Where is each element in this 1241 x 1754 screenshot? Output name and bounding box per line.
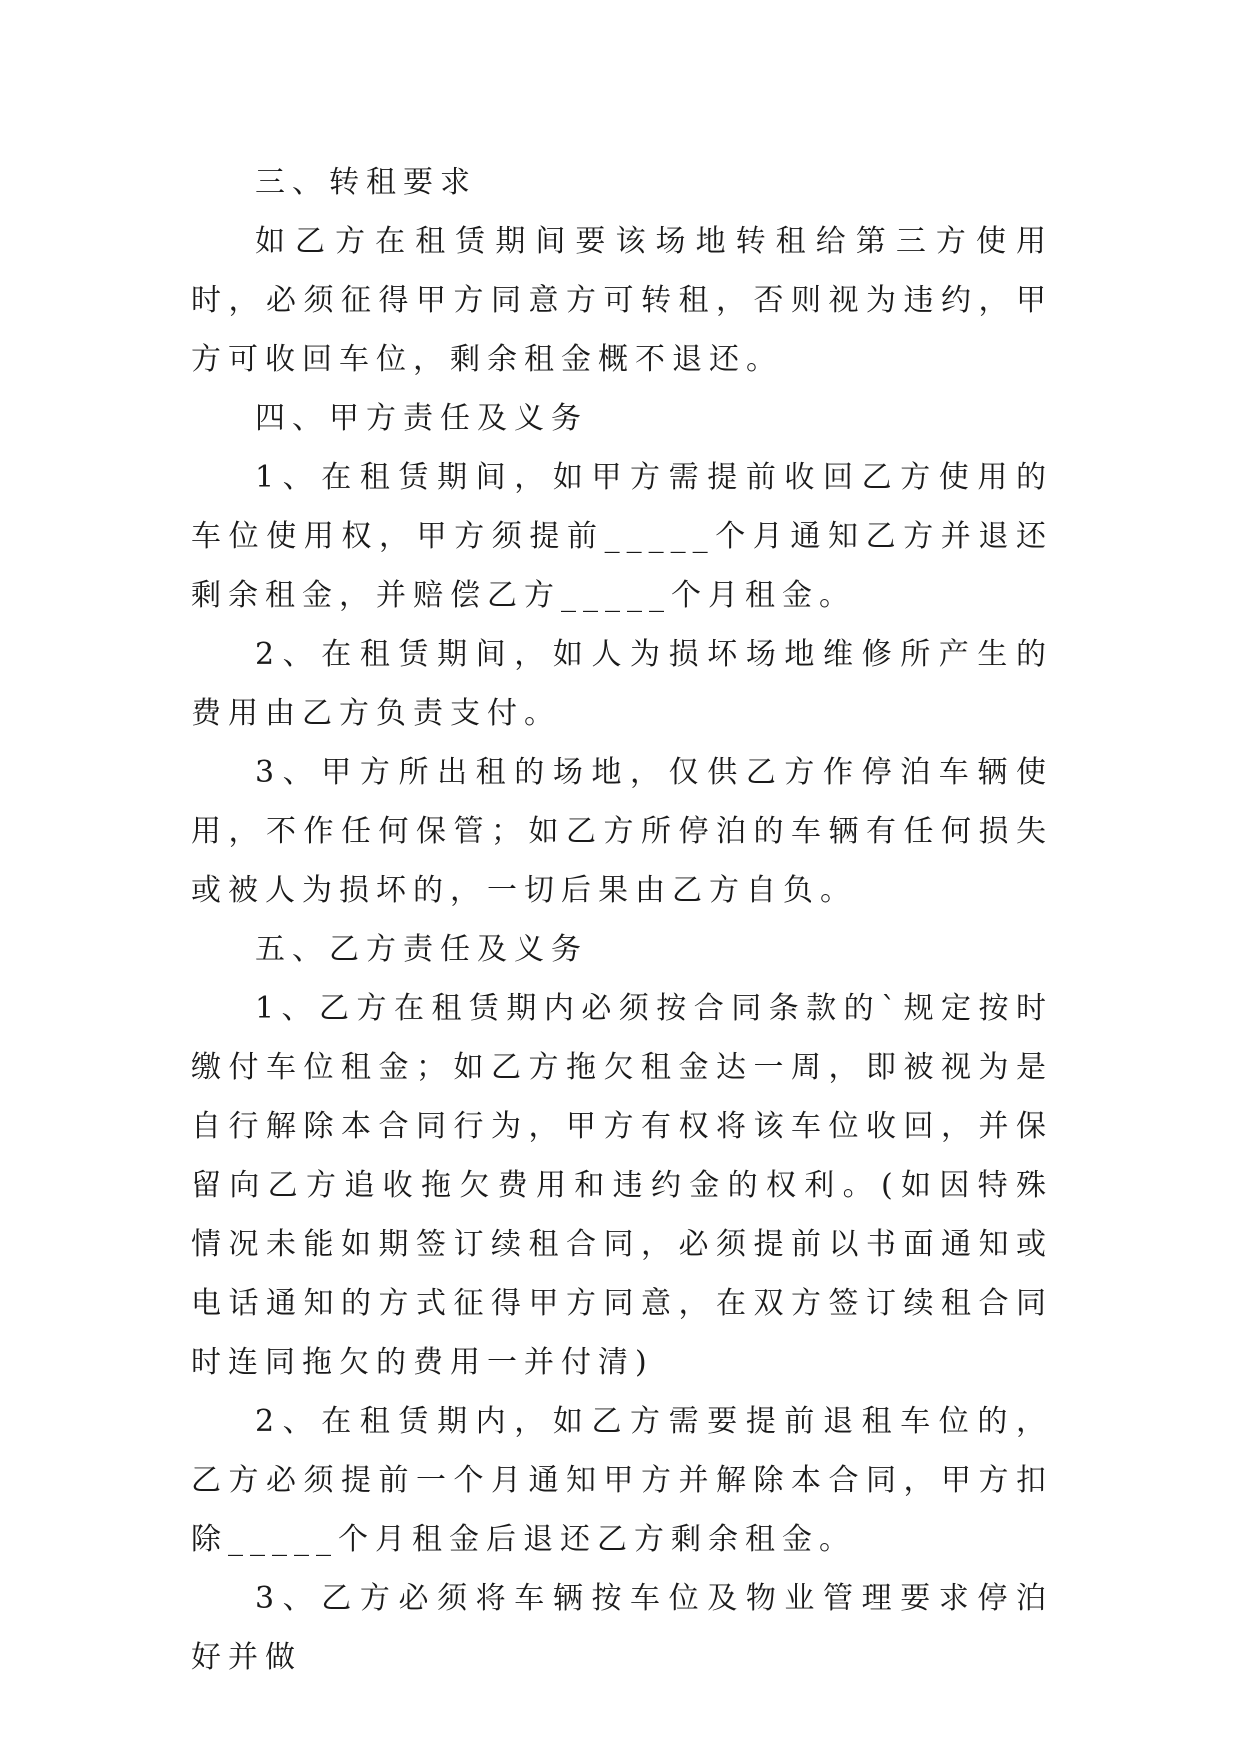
- document-body: [191, 153, 1053, 1687]
- section-heading-party-a-duties: 四、甲方责任及义务: [255, 401, 588, 436]
- section-heading-sublease: 三、转租要求: [255, 165, 477, 200]
- paragraph-sublease-terms: 如乙方在租赁期间要该场地转租给第三方使用时，必须征得甲方同意方可转租，否则视为违约，甲方可收回车位，剩余租金概不退还。: [191, 224, 1053, 377]
- section-heading-party-b-duties: 五、乙方责任及义务: [255, 932, 588, 967]
- paragraph-party-a-clause-3: 3、甲方所出租的场地，仅供乙方作停泊车辆使用，不作任何保管；如乙方所停泊的车辆有任何损失或被人为损坏的，一切后果由乙方自负。: [191, 755, 1053, 908]
- paragraph-party-b-clause-2: 2、在租赁期内，如乙方需要提前退租车位的，乙方必须提前一个月通知甲方并解除本合同，甲方扣除_____个月租金后退还乙方剩余租金。: [191, 1404, 1053, 1557]
- paragraph-party-b-clause-1: 1、乙方在租赁期内必须按合同条款的`规定按时缴付车位租金；如乙方拖欠租金达一周，即被视为是自行解除本合同行为，甲方有权将该车位收回，并保留向乙方追收拖欠费用和违约金的权利。(如因特殊情况未能如期签订续租合同，必须提前以书面通知或电话通知的方式征得甲方同意，在双方签订续租合同时连同拖欠的费用一并付清): [191, 991, 1053, 1380]
- paragraph-party-a-clause-1: 1、在租赁期间，如甲方需提前收回乙方使用的车位使用权，甲方须提前_____个月通知乙方并退还剩余租金，并赔偿乙方_____个月租金。: [191, 460, 1053, 613]
- paragraph-party-a-clause-2: 2、在租赁期间，如人为损坏场地维修所产生的费用由乙方负责支付。: [191, 637, 1053, 731]
- paragraph-party-b-clause-3: 3、乙方必须将车辆按车位及物业管理要求停泊好并做: [191, 1581, 1053, 1675]
